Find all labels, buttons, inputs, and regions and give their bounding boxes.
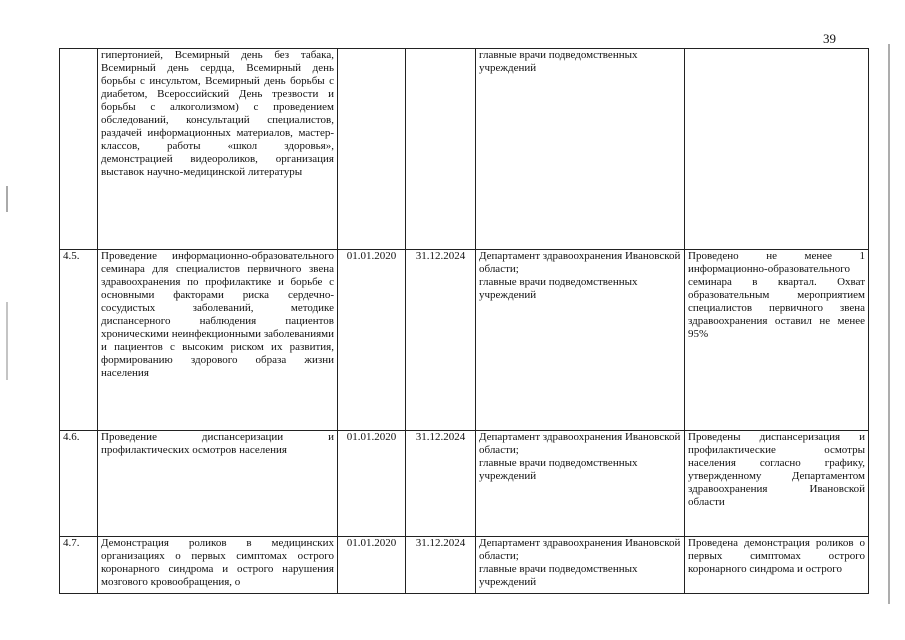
binding-mark xyxy=(6,302,8,380)
executor-line: главные врачи подведомственных учреждений xyxy=(479,276,638,301)
event-name: гипертонией, Всемирный день без табака, Всемирный день сердца, Всемирный день борьбы с инсультом, Всемирный день борьбы с диабетом, Всероссийский День трезвости и борьбы с алкоголизмом) с проведением обследований, консультаций специалистов, раздачей информационных материалов, мастер-классов, работы «школ здоровья», демонстрацией видеороликов, организация выставок научно-медицинской литературы xyxy=(98,49,338,250)
expected-result: Проведено не менее 1 информационно-образовательного семинара в квартал. Охват образовательным мероприятием специалистов первичного звена здравоохранения оставил не менее 95% xyxy=(685,250,869,431)
event-name: Проведение информационно-образовательного семинара для специалистов первичного звена здравоохранения по профилактике и борьбе с основными факторами риска сердечно-сосудистых заболеваний, методике диспансерного наблюдения пациентов хроническими неинфекционными заболеваниями и пациентов с высоким риском их развития, формированию здорового образа жизни населения xyxy=(98,250,338,431)
executor-line: главные врачи подведомственных учреждений xyxy=(479,457,638,482)
executor xyxy=(476,49,685,250)
expected-result xyxy=(685,49,869,250)
executor-line: Департамент здравоохранения Ивановской области; xyxy=(479,431,681,456)
start-date xyxy=(338,49,406,250)
executor-line: главные врачи подведомственных учреждений xyxy=(479,563,638,588)
row-number: 4.5. xyxy=(60,250,98,431)
executor-line: главные врачи подведомственных учреждений xyxy=(479,49,638,74)
expected-result: Проведены диспансеризация и профилактические осмотры населения согласно графику, утвержденному Департаментом здравоохранения Ивановской области xyxy=(685,431,869,537)
start-date: 01.01.2020 xyxy=(338,537,406,594)
end-date: 31.12.2024 xyxy=(406,537,476,594)
executor xyxy=(476,537,685,594)
table-row xyxy=(60,431,869,537)
table-row xyxy=(60,537,869,594)
table-row xyxy=(60,49,869,250)
binding-mark xyxy=(6,186,8,212)
end-date: 31.12.2024 xyxy=(406,431,476,537)
row-number xyxy=(60,49,98,250)
executor xyxy=(476,431,685,537)
expected-result: Проведена демонстрация роликов о первых симптомах острого коронарного синдрома и острого xyxy=(685,537,869,594)
page-number: 39 xyxy=(823,31,836,46)
margin-line xyxy=(888,44,890,604)
action-plan-table xyxy=(59,48,869,594)
start-date: 01.01.2020 xyxy=(338,250,406,431)
event-name: Демонстрация роликов в медицинских организациях о первых симптомах острого коронарного синдрома и острого нарушения мозгового кровообращения, о xyxy=(98,537,338,594)
table-row xyxy=(60,250,869,431)
start-date: 01.01.2020 xyxy=(338,431,406,537)
executor-line: Департамент здравоохранения Ивановской области; xyxy=(479,250,681,275)
end-date xyxy=(406,49,476,250)
executor xyxy=(476,250,685,431)
row-number: 4.7. xyxy=(60,537,98,594)
end-date: 31.12.2024 xyxy=(406,250,476,431)
executor-line: Департамент здравоохранения Ивановской области; xyxy=(479,537,681,562)
row-number: 4.6. xyxy=(60,431,98,537)
event-name: Проведение диспансеризации и профилактических осмотров населения xyxy=(98,431,338,537)
